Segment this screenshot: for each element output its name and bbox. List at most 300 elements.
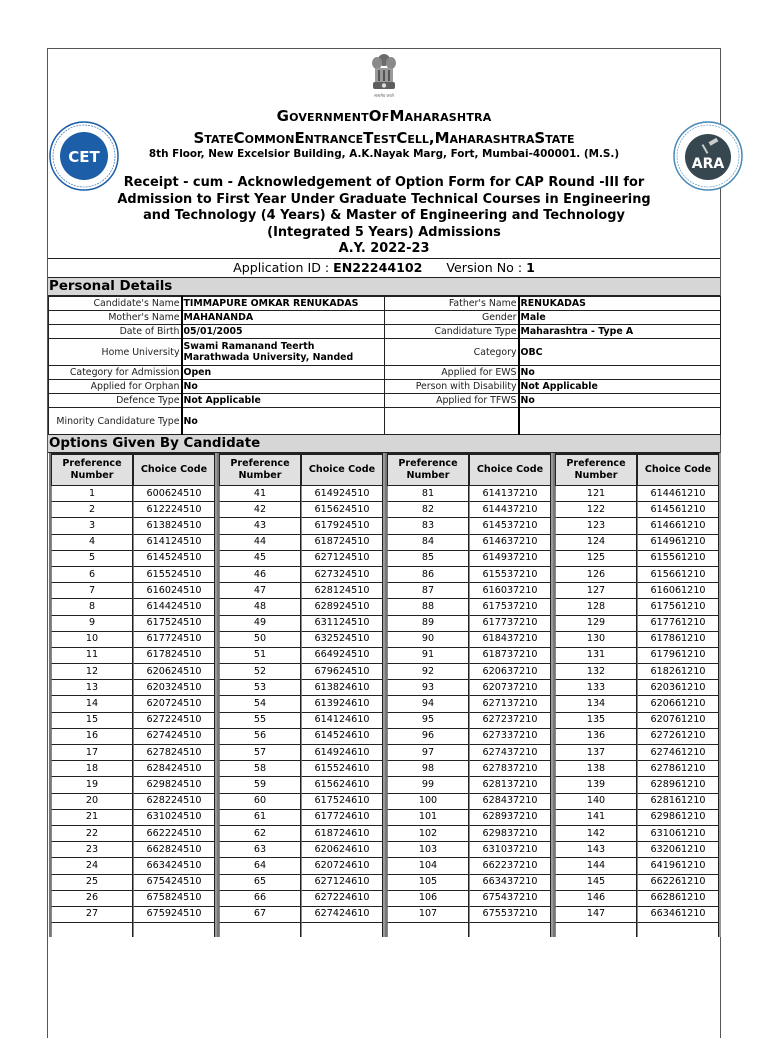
choice-code: 614437210 <box>469 502 551 518</box>
choice-code: 627861210 <box>637 761 719 777</box>
receipt-title-text: Receipt - cum - Acknowledgement of Option Form for CAP Round -III for Admission to First Year Under Graduate Technical Courses in Engineering and Technology (4 Years) & Master of Engineering and Technology (Integrated 5 Years) Admissions <box>117 175 651 240</box>
preference-number: 137 <box>555 745 637 761</box>
preference-number: 59 <box>219 777 301 793</box>
choice-code: 629824510 <box>133 777 215 793</box>
option-row <box>219 696 383 712</box>
preference-number: 4 <box>51 535 133 551</box>
option-row <box>387 907 551 923</box>
preference-number: 20 <box>51 794 133 810</box>
choice-code: 613824610 <box>301 680 383 696</box>
field-label: Home University <box>49 339 182 366</box>
choice-code: 675424510 <box>133 875 215 891</box>
option-row <box>219 567 383 583</box>
option-row <box>387 502 551 518</box>
preference-number: 18 <box>51 761 133 777</box>
choice-code: 616024510 <box>133 583 215 599</box>
field-value: MAHANANDA <box>182 311 385 325</box>
option-row <box>219 907 383 923</box>
preference-number: 91 <box>387 648 469 664</box>
choice-code: 675537210 <box>469 907 551 923</box>
receipt-document <box>47 48 725 1038</box>
preference-number: 67 <box>219 907 301 923</box>
option-row-partial <box>219 923 383 937</box>
preference-number: 92 <box>387 664 469 680</box>
preference-number: 44 <box>219 535 301 551</box>
option-row <box>555 696 719 712</box>
option-row <box>51 745 215 761</box>
svg-text:CET: CET <box>68 148 100 166</box>
choice-code: 627837210 <box>469 761 551 777</box>
preference-number: 25 <box>51 875 133 891</box>
field-label: Father's Name <box>385 297 519 311</box>
preference-number: 86 <box>387 567 469 583</box>
choice-code: 629837210 <box>469 826 551 842</box>
preference-number: 43 <box>219 518 301 534</box>
preference-number: 139 <box>555 777 637 793</box>
preference-number: 127 <box>555 583 637 599</box>
preference-number: 41 <box>219 486 301 502</box>
preference-number: 58 <box>219 761 301 777</box>
option-row <box>219 616 383 632</box>
choice-code: 615661210 <box>637 567 719 583</box>
field-label: Mother's Name <box>49 311 182 325</box>
option-row <box>51 535 215 551</box>
preference-number: 8 <box>51 599 133 615</box>
field-label: Defence Type <box>49 394 182 408</box>
preference-number: 93 <box>387 680 469 696</box>
choice-code: 617824510 <box>133 648 215 664</box>
choice-code: 627461210 <box>637 745 719 761</box>
field-value: Not Applicable <box>182 394 385 408</box>
preference-number: 60 <box>219 794 301 810</box>
option-row <box>555 648 719 664</box>
preference-number: 97 <box>387 745 469 761</box>
preference-number: 51 <box>219 648 301 664</box>
choice-code: 631037210 <box>469 842 551 858</box>
application-id-row <box>48 258 720 278</box>
option-row <box>387 729 551 745</box>
choice-code: 628124510 <box>301 583 383 599</box>
personal-details-table <box>48 296 721 435</box>
preference-number: 107 <box>387 907 469 923</box>
preference-number-header: Preference Number <box>387 453 469 486</box>
field-value: Swami Ramanand Teerth Marathwada University, Nanded <box>182 339 385 366</box>
choice-code: 675437210 <box>469 891 551 907</box>
choice-code: 615624610 <box>301 777 383 793</box>
options-table <box>49 453 720 1053</box>
choice-code-header: Choice Code <box>133 453 215 486</box>
field-value: No <box>182 380 385 394</box>
choice-code: 618437210 <box>469 632 551 648</box>
personal-details-row <box>49 339 721 366</box>
field-value: OBC <box>519 339 721 366</box>
preference-number: 96 <box>387 729 469 745</box>
option-row <box>387 858 551 874</box>
choice-code: 627224510 <box>133 713 215 729</box>
preference-number: 99 <box>387 777 469 793</box>
option-row-partial <box>51 923 215 937</box>
option-row <box>219 551 383 567</box>
choice-code: 620724510 <box>133 696 215 712</box>
option-row <box>51 502 215 518</box>
preference-number: 83 <box>387 518 469 534</box>
choice-code: 614661210 <box>637 518 719 534</box>
option-row <box>387 891 551 907</box>
option-row <box>555 729 719 745</box>
option-row <box>387 486 551 502</box>
choice-code: 620361210 <box>637 680 719 696</box>
choice-code: 628924510 <box>301 599 383 615</box>
choice-code: 616037210 <box>469 583 551 599</box>
preference-number: 130 <box>555 632 637 648</box>
preference-number-header: Preference Number <box>51 453 133 486</box>
option-row <box>51 875 215 891</box>
preference-number: 144 <box>555 858 637 874</box>
preference-number: 42 <box>219 502 301 518</box>
receipt-title <box>108 175 660 258</box>
preference-number <box>387 923 469 937</box>
field-value: No <box>519 394 721 408</box>
field-label <box>385 408 519 435</box>
preference-number: 65 <box>219 875 301 891</box>
choice-code: 617561210 <box>637 599 719 615</box>
option-row <box>51 486 215 502</box>
choice-code: 663424510 <box>133 858 215 874</box>
choice-code: 641961210 <box>637 858 719 874</box>
option-row <box>219 891 383 907</box>
choice-code: 615561210 <box>637 551 719 567</box>
option-row <box>387 551 551 567</box>
option-row <box>387 826 551 842</box>
choice-code: 620761210 <box>637 713 719 729</box>
field-label: Applied for EWS <box>385 366 519 380</box>
preference-number <box>219 923 301 937</box>
option-row-partial <box>555 923 719 937</box>
option-row <box>51 777 215 793</box>
choice-code: 614961210 <box>637 535 719 551</box>
option-row <box>219 729 383 745</box>
choice-code: 617724610 <box>301 810 383 826</box>
option-row <box>555 907 719 923</box>
option-row <box>51 567 215 583</box>
preference-number: 22 <box>51 826 133 842</box>
choice-code: 620737210 <box>469 680 551 696</box>
preference-number: 10 <box>51 632 133 648</box>
option-row <box>387 696 551 712</box>
option-row <box>555 616 719 632</box>
choice-code: 615524510 <box>133 567 215 583</box>
choice-code: 617524610 <box>301 794 383 810</box>
ara-logo-icon <box>672 120 744 192</box>
svg-text:सत्यमेव जयते: सत्यमेव जयते <box>374 93 394 98</box>
choice-code: 612224510 <box>133 502 215 518</box>
choice-code: 614924610 <box>301 745 383 761</box>
choice-code: 614561210 <box>637 502 719 518</box>
choice-code: 614124510 <box>133 535 215 551</box>
field-label: Category <box>385 339 519 366</box>
choice-code: 628137210 <box>469 777 551 793</box>
option-row <box>387 567 551 583</box>
preference-number: 87 <box>387 583 469 599</box>
preference-number: 104 <box>387 858 469 874</box>
option-row <box>219 745 383 761</box>
choice-code: 617961210 <box>637 648 719 664</box>
option-row <box>51 632 215 648</box>
option-row <box>555 502 719 518</box>
preference-number: 45 <box>219 551 301 567</box>
choice-code: 614424510 <box>133 599 215 615</box>
preference-number: 123 <box>555 518 637 534</box>
preference-number: 57 <box>219 745 301 761</box>
choice-code <box>469 923 551 937</box>
choice-code: 615624510 <box>301 502 383 518</box>
option-row <box>219 632 383 648</box>
field-label: Applied for Orphan <box>49 380 182 394</box>
choice-code: 631024510 <box>133 810 215 826</box>
option-row <box>51 599 215 615</box>
preference-number: 89 <box>387 616 469 632</box>
option-row <box>387 535 551 551</box>
choice-code: 627437210 <box>469 745 551 761</box>
field-value: RENUKADAS <box>519 297 721 311</box>
option-row-partial <box>387 923 551 937</box>
academic-year: A.Y. 2022-23 <box>338 241 430 257</box>
preference-number: 26 <box>51 891 133 907</box>
option-row <box>555 551 719 567</box>
choice-code: 617724510 <box>133 632 215 648</box>
field-value: Open <box>182 366 385 380</box>
choice-code: 620637210 <box>469 664 551 680</box>
choice-code: 618724610 <box>301 826 383 842</box>
preference-number: 103 <box>387 842 469 858</box>
option-row <box>555 713 719 729</box>
choice-code: 614924510 <box>301 486 383 502</box>
preference-number: 16 <box>51 729 133 745</box>
choice-code <box>637 923 719 937</box>
version-label: Version No : <box>446 260 527 275</box>
choice-code: 628161210 <box>637 794 719 810</box>
option-row <box>51 616 215 632</box>
preference-number: 100 <box>387 794 469 810</box>
application-id-label: Application ID : <box>233 260 334 275</box>
version-value: 1 <box>526 260 535 275</box>
preference-number: 2 <box>51 502 133 518</box>
choice-code: 627261210 <box>637 729 719 745</box>
options-heading: Options Given By Candidate <box>48 435 720 453</box>
preference-number: 46 <box>219 567 301 583</box>
personal-details-row <box>49 297 721 311</box>
preference-number: 132 <box>555 664 637 680</box>
preference-number: 23 <box>51 842 133 858</box>
choice-code: 662824510 <box>133 842 215 858</box>
option-row <box>51 680 215 696</box>
preference-number: 5 <box>51 551 133 567</box>
field-label: Person with Disability <box>385 380 519 394</box>
option-row <box>51 729 215 745</box>
option-row <box>51 794 215 810</box>
preference-number: 136 <box>555 729 637 745</box>
preference-number: 62 <box>219 826 301 842</box>
choice-code <box>133 923 215 937</box>
preference-number: 14 <box>51 696 133 712</box>
preference-number: 125 <box>555 551 637 567</box>
field-value: Male <box>519 311 721 325</box>
choice-code: 615524610 <box>301 761 383 777</box>
preference-number: 1 <box>51 486 133 502</box>
preference-number: 95 <box>387 713 469 729</box>
choice-code: 617861210 <box>637 632 719 648</box>
preference-number: 21 <box>51 810 133 826</box>
preference-number: 27 <box>51 907 133 923</box>
preference-number: 66 <box>219 891 301 907</box>
option-row <box>387 842 551 858</box>
option-row <box>387 616 551 632</box>
option-row <box>555 761 719 777</box>
svg-text:ARA: ARA <box>691 156 725 172</box>
choice-code: 617737210 <box>469 616 551 632</box>
choice-code: 620724610 <box>301 858 383 874</box>
choice-code: 627224610 <box>301 891 383 907</box>
option-row <box>555 567 719 583</box>
cet-cell-title: StateCommonEntranceTestCell,MaharashtraState <box>193 129 575 147</box>
choice-code: 617524510 <box>133 616 215 632</box>
choice-code: 629861210 <box>637 810 719 826</box>
choice-code: 662224510 <box>133 826 215 842</box>
choice-code: 627424610 <box>301 907 383 923</box>
option-row <box>219 875 383 891</box>
option-row <box>555 858 719 874</box>
choice-code-header: Choice Code <box>469 453 551 486</box>
choice-code: 616061210 <box>637 583 719 599</box>
option-row <box>387 794 551 810</box>
choice-code: 600624510 <box>133 486 215 502</box>
option-row <box>219 777 383 793</box>
choice-code: 620324510 <box>133 680 215 696</box>
preference-number: 55 <box>219 713 301 729</box>
choice-code: 627124610 <box>301 875 383 891</box>
option-row <box>387 518 551 534</box>
choice-code: 627124510 <box>301 551 383 567</box>
option-row <box>555 680 719 696</box>
option-row <box>555 891 719 907</box>
field-value: TIMMAPURE OMKAR RENUKADAS <box>182 297 385 311</box>
options-block-3 <box>385 453 553 937</box>
preference-number: 48 <box>219 599 301 615</box>
choice-code: 627324510 <box>301 567 383 583</box>
field-value: No <box>519 366 721 380</box>
option-row <box>387 632 551 648</box>
preference-number: 122 <box>555 502 637 518</box>
choice-code: 614524610 <box>301 729 383 745</box>
option-row <box>51 696 215 712</box>
option-row <box>555 632 719 648</box>
choice-code: 662261210 <box>637 875 719 891</box>
option-row <box>51 583 215 599</box>
field-label: Candidature Type <box>385 325 519 339</box>
national-emblem-icon <box>367 52 401 100</box>
choice-code: 613824510 <box>133 518 215 534</box>
document-header <box>48 49 725 258</box>
option-row <box>387 583 551 599</box>
choice-code: 628224510 <box>133 794 215 810</box>
preference-number: 56 <box>219 729 301 745</box>
choice-code: 618724510 <box>301 535 383 551</box>
option-row <box>219 664 383 680</box>
preference-number: 82 <box>387 502 469 518</box>
option-row <box>555 599 719 615</box>
preference-number: 102 <box>387 826 469 842</box>
option-row <box>51 826 215 842</box>
preference-number: 94 <box>387 696 469 712</box>
preference-number: 7 <box>51 583 133 599</box>
personal-details-row <box>49 311 721 325</box>
preference-number-header: Preference Number <box>555 453 637 486</box>
preference-number: 121 <box>555 486 637 502</box>
option-row <box>51 761 215 777</box>
option-row <box>555 777 719 793</box>
preference-number: 135 <box>555 713 637 729</box>
option-row <box>387 745 551 761</box>
option-row <box>51 518 215 534</box>
preference-number: 49 <box>219 616 301 632</box>
preference-number: 105 <box>387 875 469 891</box>
preference-number: 11 <box>51 648 133 664</box>
option-row <box>219 713 383 729</box>
choice-code: 627824510 <box>133 745 215 761</box>
preference-number: 52 <box>219 664 301 680</box>
choice-code: 614524510 <box>133 551 215 567</box>
choice-code: 628437210 <box>469 794 551 810</box>
preference-number: 134 <box>555 696 637 712</box>
option-row <box>387 777 551 793</box>
choice-code: 614637210 <box>469 535 551 551</box>
option-row <box>555 486 719 502</box>
preference-number: 47 <box>219 583 301 599</box>
option-row <box>555 826 719 842</box>
preference-number: 147 <box>555 907 637 923</box>
choice-code: 675924510 <box>133 907 215 923</box>
choice-code: 632524510 <box>301 632 383 648</box>
option-row <box>387 648 551 664</box>
preference-number: 143 <box>555 842 637 858</box>
option-row <box>219 583 383 599</box>
choice-code: 613924610 <box>301 696 383 712</box>
option-row <box>51 648 215 664</box>
application-id-value: EN22244102 <box>333 260 423 275</box>
preference-number: 145 <box>555 875 637 891</box>
option-row <box>555 664 719 680</box>
options-block-1 <box>49 453 217 937</box>
option-row <box>555 794 719 810</box>
personal-details-row <box>49 325 721 339</box>
choice-code: 679624510 <box>301 664 383 680</box>
preference-number: 54 <box>219 696 301 712</box>
option-row <box>219 502 383 518</box>
field-label: Category for Admission <box>49 366 182 380</box>
option-row <box>51 664 215 680</box>
option-row <box>387 713 551 729</box>
field-value: No <box>182 408 385 435</box>
preference-number: 133 <box>555 680 637 696</box>
field-label: Candidate's Name <box>49 297 182 311</box>
choice-code: 632061210 <box>637 842 719 858</box>
preference-number: 128 <box>555 599 637 615</box>
field-value: 05/01/2005 <box>182 325 385 339</box>
option-row <box>51 713 215 729</box>
option-row <box>387 761 551 777</box>
choice-code: 627337210 <box>469 729 551 745</box>
choice-code: 620624510 <box>133 664 215 680</box>
